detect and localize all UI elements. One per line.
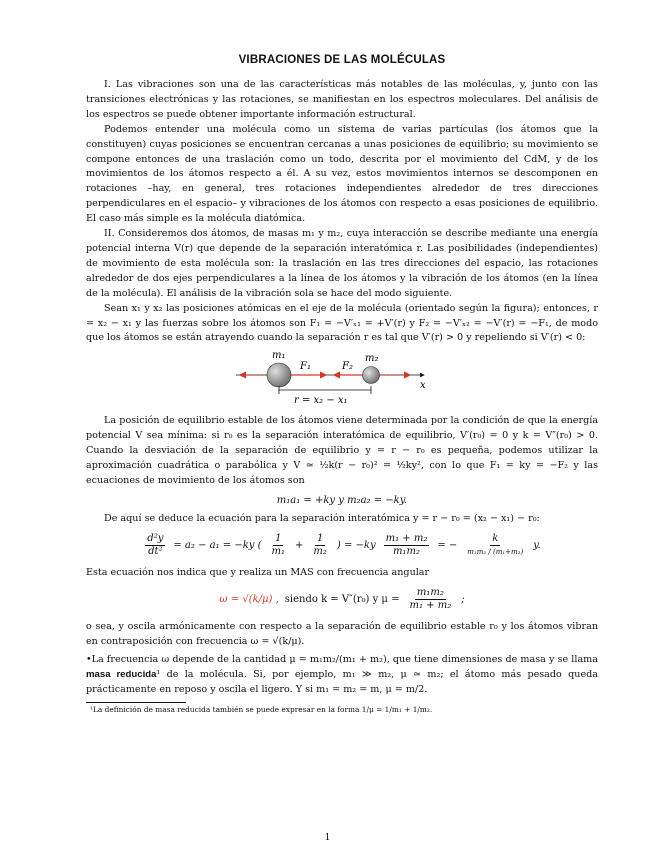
label-x: x (420, 380, 426, 392)
paragraph-intro: I. Las vibraciones son una de las características más notables de las moléculas, y, junto con las transiciones electrónicas y las rotaciones, se manifiestan en los espectros moleculares. Del análisis de los espectros se puede obtener importante información estructural. (86, 79, 598, 120)
atom-m1 (267, 363, 291, 387)
label-r: r = x₂ − x₁ (294, 395, 348, 407)
paragraph-molecule-system: Podemos entender una molécula como un sistema de varias partículas (los átomos que la constituyen) cuyas posiciones se encuentran cercanas a unas posiciones de equilibrio; su movimiento se compone entonces de una traslación como un todo, descrita por el movimiento del CdM, y de los movimientos de los átomos respecto a él. A su vez, estos movimientos internos se descomponen en rotaciones –hay, en general, tres rotaciones independientes alrededor de tres direcciones perpendiculares en el espacio– y vibraciones de los átomos con respecto a esas posiciones de equilibrio. El caso más simple es la molécula diatómica. (86, 123, 598, 225)
label-f1: F₁ (300, 361, 311, 373)
page-number: 1 (324, 832, 331, 843)
frac-d2y-dt2: $\frac{\text{d²y}}{\text{dt²}}$ (147, 532, 164, 557)
paragraph-diatomic: II. Consideremos dos átomos, de masas m₁ y m₂, cuya interacción se describe mediante una energía potencial interna V(r) que depende de la separación interatómica r. Las posibilidades (independientes) de movimiento de esta molécula son: la traslación en las tres direcciones del espacio, las rotaciones alrededor de dos ejes perpendiculares a la línea de los átomos y la vibración de los átomos (en la línea de la molécula). El análisis de la vibración sola se hace del modo siguiente. (86, 228, 598, 299)
paragraph-oscillation: o sea, y oscila armónicamente con respecto a la separación de equilibrio estable r₀ y los átomos vibran en contraposición con frecuencia ω = √(k/μ). (86, 620, 598, 647)
page-title: VIBRACIONES DE LAS MOLÉCULAS (238, 54, 446, 66)
omega-formula: ω = √(k/μ) , (219, 593, 279, 605)
frac-sum-over-product: $\frac{\text{m₁ + m₂}}{\text{m₁m₂}}$ (385, 532, 428, 557)
atom-m2 (363, 367, 380, 384)
frac-inv-m1: $\frac{1}{\text{m₁}}$ (271, 532, 285, 557)
page-content (86, 54, 598, 715)
term-reduced-mass: masa reducida (86, 669, 157, 681)
paragraph-positions: Sean x₁ y x₂ las posiciones atómicas en el eje de la molécula (orientado según la figura); entonces, r = x₂ − x₁ y las fuerzas sobre los átomos son F₁ = −V′ₓ₁ = +V′(r) y F₂ = −V′ₓ₂ = −V′(r) = −F₁, de modo que los átomos se están atrayendo cuando la separación r es tal que V′(r) > 0 y repeliendo si V′(r) < 0: (86, 302, 598, 344)
label-f2: F₂ (342, 361, 353, 373)
molecule-diagram (232, 348, 452, 408)
equation-motion: m₁a₁ = +ky y m₂a₂ = −ky. (276, 494, 408, 506)
paragraph-equilibrium: La posición de equilibrio estable de los átomos viene determinada por la condición de que la energía potencial V sea mínima: si r₀ es la separación interatómica de equilibrio, V′(r₀) = 0 y k = V″(r₀) > 0. Cuando la desviación de la separación de equilibrio y = r − r₀ es pequeña, podemos utilizar la aproximación cuadrática o parabólica y V ≃ ½k(r − r₀)² = ½ky², con lo que F₁ = ky = −F₂ y las ecuaciones de movimiento de los átomos son (86, 415, 598, 486)
paragraph-separation: De aquí se deduce la ecuación para la separación interatómica y = r − r₀ = (x₂ − x₁) − r₀: (104, 512, 540, 524)
frac-inv-m2: $\frac{1}{\text{m₂}}$ (313, 532, 327, 557)
equation-omega: ω = √(k/μ) , siendo k = V″(r₀) y μ = $\frac{\text{m₁m₂}}{\text{m₁ + m₂}}$ ; (219, 586, 465, 611)
paragraph-reduced-mass: •La frecuencia ω depende de la cantidad μ = m₁m₂/(m₁ + m₂), que tiene dimensiones de masa y se llama masa reducida¹ de la molécula. Si, por ejemplo, m₁ ≫ m₂, μ ≃ m₂; el átomo más pesado queda prácticamente en reposo y oscila el ligero. Y si m₁ = m₂ = m, μ = m/2. (86, 654, 598, 696)
label-m2: m₂ (365, 353, 379, 365)
equation-acceleration: $\frac{\text{d²y}}{\text{dt²}}$ = a₂ − a₁ = −ky ( $\frac{1}{\text{m₁}}$ + $\frac{1}{\text{m₂}}$ ) = −ky $\frac{\text{m₁ + m₂}}{\text{m₁m₂}}$ = − $\frac{k}{\text{m₁m₂ / (m₁+m₂)}}$ y. (147, 532, 541, 557)
footnote: ¹La definición de masa reducida también se puede expresar en la forma 1/μ = 1/m₁ + 1/m₂. (90, 705, 433, 715)
paragraph-mas: Esta ecuación nos indica que y realiza un MAS con frecuencia angular (86, 566, 430, 578)
frac-k-over-mu: $\frac{k}{\text{m₁m₂ / (m₁+m₂)}}$ (467, 532, 524, 556)
frac-mu: $\frac{\text{m₁m₂}}{\text{m₁ + m₂}}$ (409, 586, 452, 611)
label-m1: m₁ (272, 350, 286, 362)
footnote-rule (86, 702, 186, 703)
